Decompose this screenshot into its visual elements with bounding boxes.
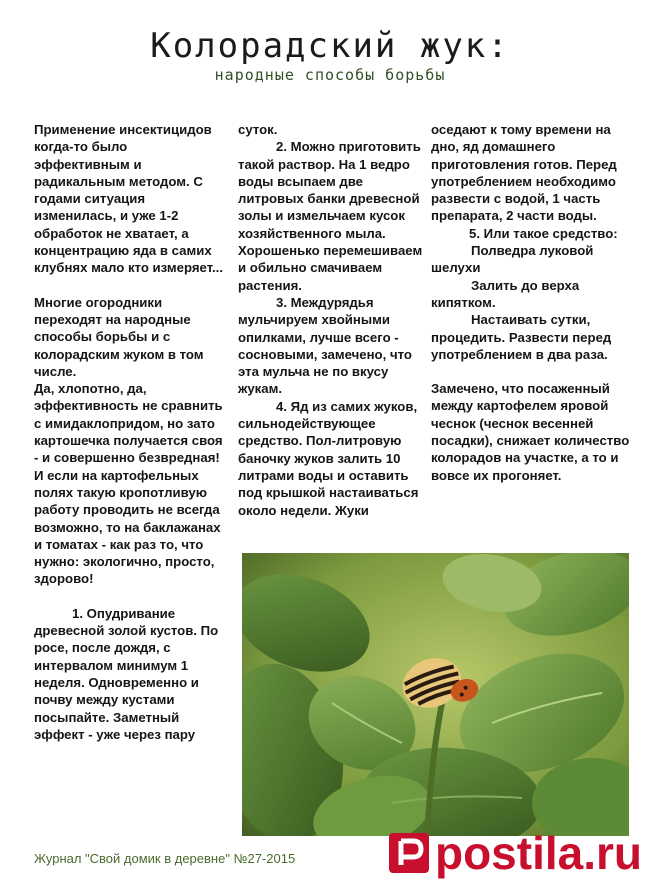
paragraph: Многие огородники переходят на народные способы борьбы и с колорадским жуком в том числе. xyxy=(34,294,204,379)
paragraph: 1. Опудривание древесной золой кустов. По росе, после дождя, с интервалом минимум 1 неделя. Одновременно и почву между кустами посыпайте. Заметный эффект - уже через пару xyxy=(34,605,219,742)
text-column-2 xyxy=(238,121,430,519)
paragraph: Применение инсектицидов когда-то было эффективным и радикальным методом. С годами ситуация изменилась, и уже 1-2 обработок не хватает, а концентрацию яда в самих клубнях мало кто измеряет... xyxy=(34,122,223,276)
paragraph: 2. Можно приготовить такой раствор. На 1 ведро воды всыпаем две литровых банки древесной золы и измельчаем кусок хозяйственного мыла. Хорошенько перемешиваем и обильно смачиваем растения. xyxy=(238,139,423,293)
paragraph: оседают к тому времени на дно, яд домашнего приготовления готов. Перед употреблением необходимо развести с водой, 1 часть препарата, 2 части воды. xyxy=(431,122,617,224)
paragraph: Залить до верха кипятком. xyxy=(431,277,580,310)
beetle-on-potato-leaves-photo xyxy=(242,553,629,836)
postila-logo-icon xyxy=(387,831,431,875)
article-title: Колорадский жук: xyxy=(150,26,510,66)
watermark-text: postila.ru xyxy=(434,827,642,879)
paragraph: 3. Междурядья мульчируем хвойными опилками, лучше всего - сосновыми, замечено, что эта мульча не по вкусу жукам. xyxy=(238,294,412,397)
text-column-3 xyxy=(431,121,631,484)
paragraph: И если на картофельных полях такую кропотливую работу проводить не всегда возможно, то на баклажанах и томатах - как раз то, что нужно: экологично, просто, здорово! xyxy=(34,467,221,587)
paragraph: Полведра луковой шелухи xyxy=(431,243,594,276)
article-subtitle: народные способы борьбы xyxy=(214,66,446,84)
postila-watermark xyxy=(387,826,642,880)
paragraph: 4. Яд из самих жуков, сильнодействующее средство. Пол-литровую баночку жуков залить 10 литрами воды и оставить под крышкой настаиваться около недели. Жуки xyxy=(238,398,419,518)
magazine-source: Журнал "Свой домик в деревне" №27-2015 xyxy=(34,851,296,866)
paragraph: суток. xyxy=(238,122,278,137)
text-column-1 xyxy=(34,121,224,743)
paragraph: 5. Или такое средство: xyxy=(469,225,618,241)
paragraph: Настаивать сутки, процедить. Развести перед употреблением в два раза. xyxy=(431,312,612,362)
paragraph: Замечено, что посаженный между картофелем яровой чеснок (чеснок весенней посадки), снижает количество колорадов на участке, а то и вовсе их прогоняет. xyxy=(431,381,630,483)
paragraph: Да, хлопотно, да, эффективность не сравнить с имидаклопридом, но зато картошечка получается своя - и совершенно безвредная! xyxy=(34,381,223,466)
